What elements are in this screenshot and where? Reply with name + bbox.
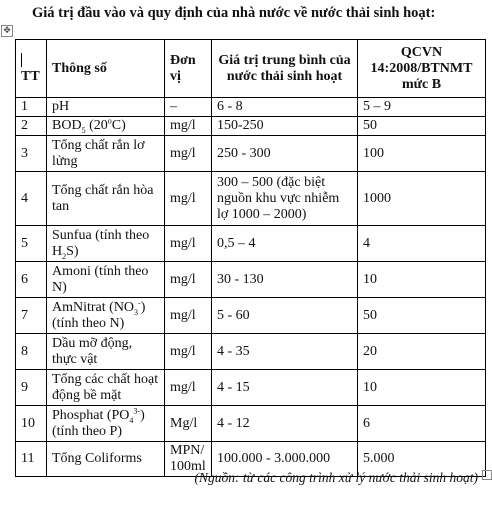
param-text-part: ) (tính theo N) [52,299,146,331]
header-tt: TT [16,40,47,98]
header-avg: Giá trị trung bình của nước thải sinh hoạt [212,40,358,98]
cell-unit: mg/l [165,334,212,370]
cell-limit: 10 [358,262,486,298]
cell-avg: 30 - 130 [212,262,358,298]
cell-tt: 3 [16,136,47,172]
cell-limit: 6 [358,406,486,442]
cell-avg: 100.000 - 3.000.000 [212,442,358,477]
cell-limit: 4 [358,226,486,262]
cell-tt: 2 [16,117,47,136]
cell-param [47,370,165,406]
param-text-part: pH [52,99,70,114]
cell-avg: 4 - 35 [212,334,358,370]
table-row [16,172,486,226]
cell-tt: 7 [16,298,47,334]
cell-avg: 300 – 500 (đặc biệt nguồn khu vực nhiễm lợ 1000 – 2000) [212,172,358,226]
cell-unit: MPN/ 100ml [165,442,212,477]
param-text-part: S) [66,243,79,259]
cell-avg: 6 - 8 [212,98,358,117]
cell-param [47,442,165,477]
cell-avg: 0,5 – 4 [212,226,358,262]
header-unit: Đơn vị [165,40,212,98]
param-text-part: BOD [52,118,82,133]
param-text-part: o [107,116,112,126]
table-header-row [16,40,486,98]
cell-unit: mg/l [165,370,212,406]
table-row [16,262,486,298]
table-row [16,136,486,172]
cell-unit: – [165,98,212,117]
source-note: (Nguồn: từ các công trình xử lý nước thải sinh hoạt) [194,470,478,485]
param-text-part: Tổng chất rắn hòa tan [52,182,154,214]
param-text-part: C) [111,118,126,133]
param-text-part: Dầu mỡ động, thực vật [52,335,133,367]
table-row [16,98,486,117]
cell-param [47,172,165,226]
cell-tt: 4 [16,172,47,226]
header-qcvn: QCVN 14:2008/BTNMT mức B [358,40,486,98]
param-text-part: (20 [85,118,108,133]
cell-param [47,226,165,262]
param-text-part: 2 [62,251,67,261]
document-heading: Giá trị đầu vào và quy định của nhà nước về nước thải sinh hoạt: [32,5,436,21]
cell-unit: mg/l [165,262,212,298]
param-text-part: - [138,297,141,307]
table-row [16,117,486,136]
param-text-part: 4 [129,415,134,425]
cell-limit: 10 [358,370,486,406]
param-text-part: ) (tính theo P) [52,407,145,439]
cell-limit: 100 [358,136,486,172]
param-text-part: Tổng các chất hoạt động bề mặt [52,371,159,403]
table-row [16,406,486,442]
table-row [16,298,486,334]
cell-unit: Mg/l [165,406,212,442]
cell-param [47,406,165,442]
cell-avg: 250 - 300 [212,136,358,172]
cell-tt: 11 [16,442,47,477]
param-text-part: AmNitrat (NO [52,299,135,315]
wastewater-table [15,39,486,477]
cell-tt: 1 [16,98,47,117]
cell-avg: 150-250 [212,117,358,136]
cell-tt: 5 [16,226,47,262]
cell-unit: mg/l [165,117,212,136]
cell-limit: 50 [358,298,486,334]
cell-param [47,262,165,298]
cell-limit: 5.000 [358,442,486,477]
param-text-part: Sunfua (tính theo H [52,227,150,259]
cell-unit: mg/l [165,298,212,334]
cell-avg: 4 - 15 [212,370,358,406]
cell-unit: mg/l [165,136,212,172]
param-text-part: Tổng Coliforms [52,451,142,466]
cell-param [47,98,165,117]
cell-tt: 10 [16,406,47,442]
param-text-part: 5 [81,125,86,135]
cell-avg: 4 - 12 [212,406,358,442]
cell-unit: mg/l [165,172,212,226]
cell-limit: 50 [358,117,486,136]
table-row [16,370,486,406]
cell-limit: 1000 [358,172,486,226]
cell-limit: 20 [358,334,486,370]
cell-tt: 8 [16,334,47,370]
cell-tt: 6 [16,262,47,298]
cell-tt: 9 [16,370,47,406]
cell-limit: 5 – 9 [358,98,486,117]
table-row [16,334,486,370]
cell-param [47,298,165,334]
cell-param [47,117,165,136]
text-cursor [21,53,22,67]
param-text-part: Amoni (tính theo N) [52,263,149,295]
table-row [16,226,486,262]
param-text-part: Phosphat (PO [52,407,130,423]
param-text-part: 3 [134,307,139,317]
end-of-cell-mark [482,470,492,480]
param-text-part: Tổng chất rắn lơ lửng [52,137,145,169]
cell-avg: 5 - 60 [212,298,358,334]
cell-param [47,136,165,172]
cell-param [47,334,165,370]
header-param: Thông số [47,40,165,98]
param-text-part: 3- [133,405,141,415]
table-move-handle-icon[interactable]: ✥ [1,25,13,37]
cell-unit: mg/l [165,226,212,262]
